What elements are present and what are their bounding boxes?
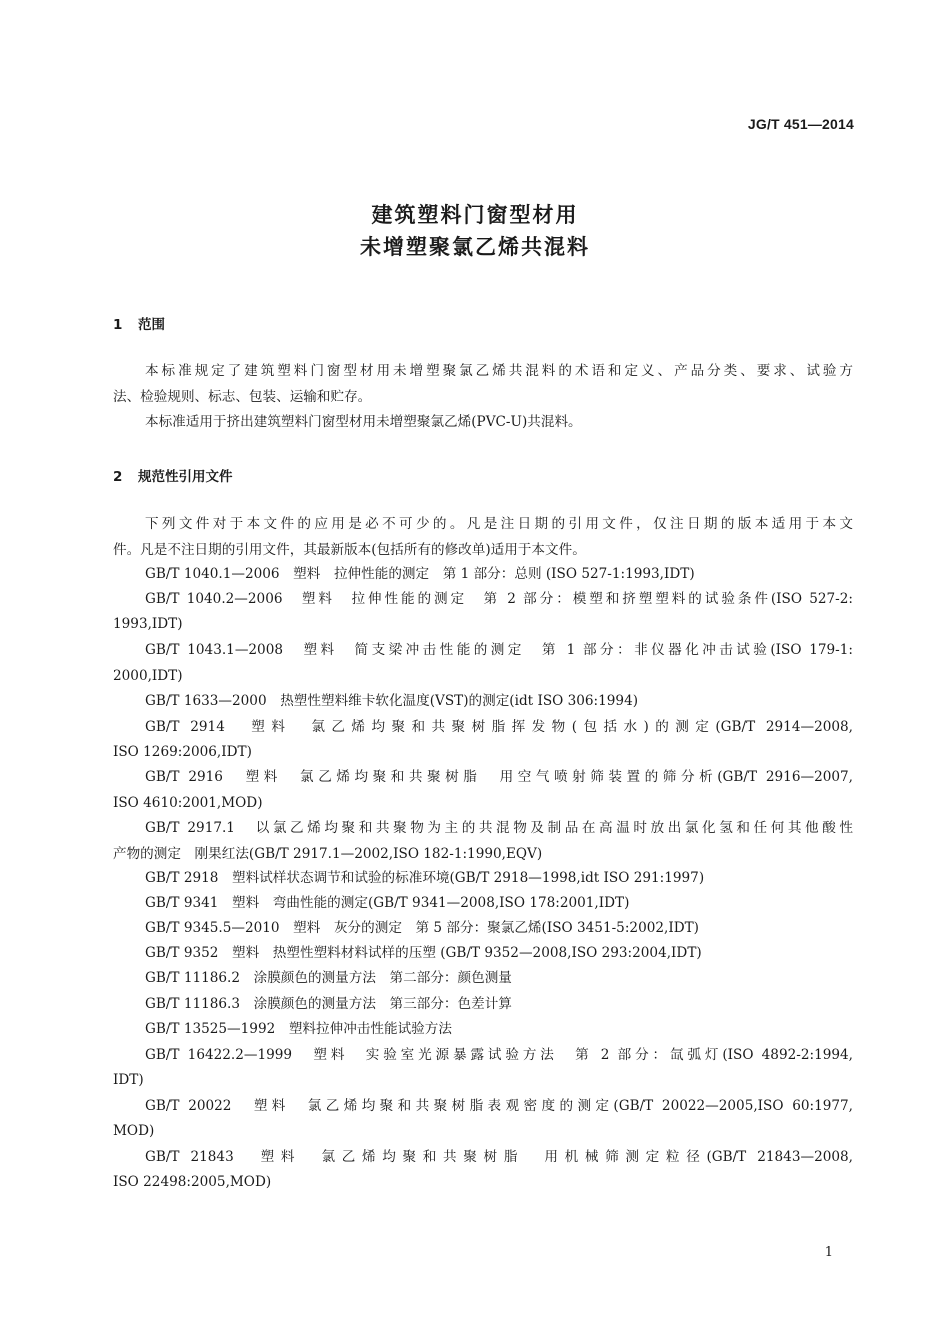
paragraph-line: 下列文件对于本文件的应用是必不可少的。凡是注日期的引用文件，仅注日期的版本适用于本文	[145, 516, 853, 532]
reference-line: GB/T 11186.3 涂膜颜色的测量方法 第三部分：色差计算	[145, 996, 512, 1012]
reference-line: ISO 1269:2006,IDT)	[113, 744, 252, 760]
paragraph-line: 法、检验规则、标志、包装、运输和贮存。	[113, 389, 372, 405]
section-heading-references	[113, 465, 233, 485]
reference-line: GB/T 1043.1—2008 塑料 简支梁冲击性能的测定 第 1 部分：非仪器化冲击试验(ISO 179-1:	[145, 642, 853, 658]
reference-line: GB/T 2914 塑料 氯乙烯均聚和共聚树脂挥发物(包括水)的测定(GB/T 2914—2008,	[145, 719, 853, 735]
reference-line: GB/T 2918 塑料试样状态调节和试验的标准环境(GB/T 2918—1998,idt ISO 291:1997)	[145, 870, 705, 886]
document-title-line1: 建筑塑料门窗型材用	[371, 203, 579, 227]
reference-line: GB/T 1040.1—2006 塑料 拉伸性能的测定 第 1 部分：总则 (ISO 527-1:1993,IDT)	[145, 566, 695, 582]
reference-line: GB/T 2916 塑料 氯乙烯均聚和共聚树脂 用空气喷射筛装置的筛分析(GB/T 2916—2007,	[145, 769, 853, 785]
reference-line: 2000,IDT)	[113, 668, 183, 684]
page-number: 1	[824, 1245, 833, 1260]
section-number: 1	[113, 317, 123, 333]
reference-line: MOD)	[113, 1123, 155, 1139]
paragraph-line: 件。凡是不注日期的引用文件，其最新版本(包括所有的修改单)适用于本文件。	[113, 542, 586, 558]
section-title: 规范性引用文件	[138, 469, 233, 485]
reference-line: ISO 4610:2001,MOD)	[113, 795, 263, 811]
reference-line: GB/T 16422.2—1999 塑料 实验室光源暴露试验方法 第 2 部分：氙弧灯(ISO 4892-2:1994,	[145, 1047, 853, 1063]
reference-line: GB/T 13525—1992 塑料拉伸冲击性能试验方法	[145, 1021, 452, 1037]
section-number: 2	[113, 469, 123, 485]
reference-line: 产物的测定 刚果红法(GB/T 2917.1—2002,ISO 182-1:1990,EQV)	[113, 846, 543, 862]
reference-line: ISO 22498:2005,MOD)	[113, 1174, 272, 1190]
reference-line: GB/T 1040.2—2006 塑料 拉伸性能的测定 第 2 部分：模塑和挤塑塑料的试验条件(ISO 527-2:	[145, 591, 853, 607]
reference-line: GB/T 21843 塑料 氯乙烯均聚和共聚树脂 用机械筛测定粒径(GB/T 21843—2008,	[145, 1149, 853, 1165]
reference-line: 1993,IDT)	[113, 616, 183, 632]
section-title: 范围	[138, 317, 165, 333]
paragraph-line: 本标准规定了建筑塑料门窗型材用未增塑聚氯乙烯共混料的术语和定义、产品分类、要求、试验方	[145, 363, 853, 379]
paragraph-line: 本标准适用于挤出建筑塑料门窗型材用未增塑聚氯乙烯(PVC-U)共混料。	[145, 414, 582, 430]
reference-line: GB/T 9345.5—2010 塑料 灰分的测定 第 5 部分：聚氯乙烯(ISO 3451-5:2002,IDT)	[145, 920, 699, 936]
reference-line: GB/T 20022 塑料 氯乙烯均聚和共聚树脂表观密度的测定(GB/T 20022—2005,ISO 60:1977,	[145, 1098, 853, 1114]
reference-line: GB/T 2917.1 以氯乙烯均聚和共聚物为主的共混物及制品在高温时放出氯化氢和任何其他酸性	[145, 820, 853, 836]
reference-line: GB/T 9341 塑料 弯曲性能的测定(GB/T 9341—2008,ISO 178:2001,IDT)	[145, 895, 630, 911]
standard-code: JG/T 451—2014	[747, 116, 854, 132]
reference-line: GB/T 11186.2 涂膜颜色的测量方法 第二部分：颜色测量	[145, 970, 512, 986]
reference-line: GB/T 1633—2000 热塑性塑料维卡软化温度(VST)的测定(idt ISO 306:1994)	[145, 693, 639, 709]
reference-line: GB/T 9352 塑料 热塑性塑料材料试样的压塑 (GB/T 9352—2008,ISO 293:2004,IDT)	[145, 945, 702, 961]
reference-line: IDT)	[113, 1072, 144, 1088]
section-heading-scope	[113, 313, 165, 333]
document-title-line2: 未增塑聚氯乙烯共混料	[360, 235, 590, 259]
